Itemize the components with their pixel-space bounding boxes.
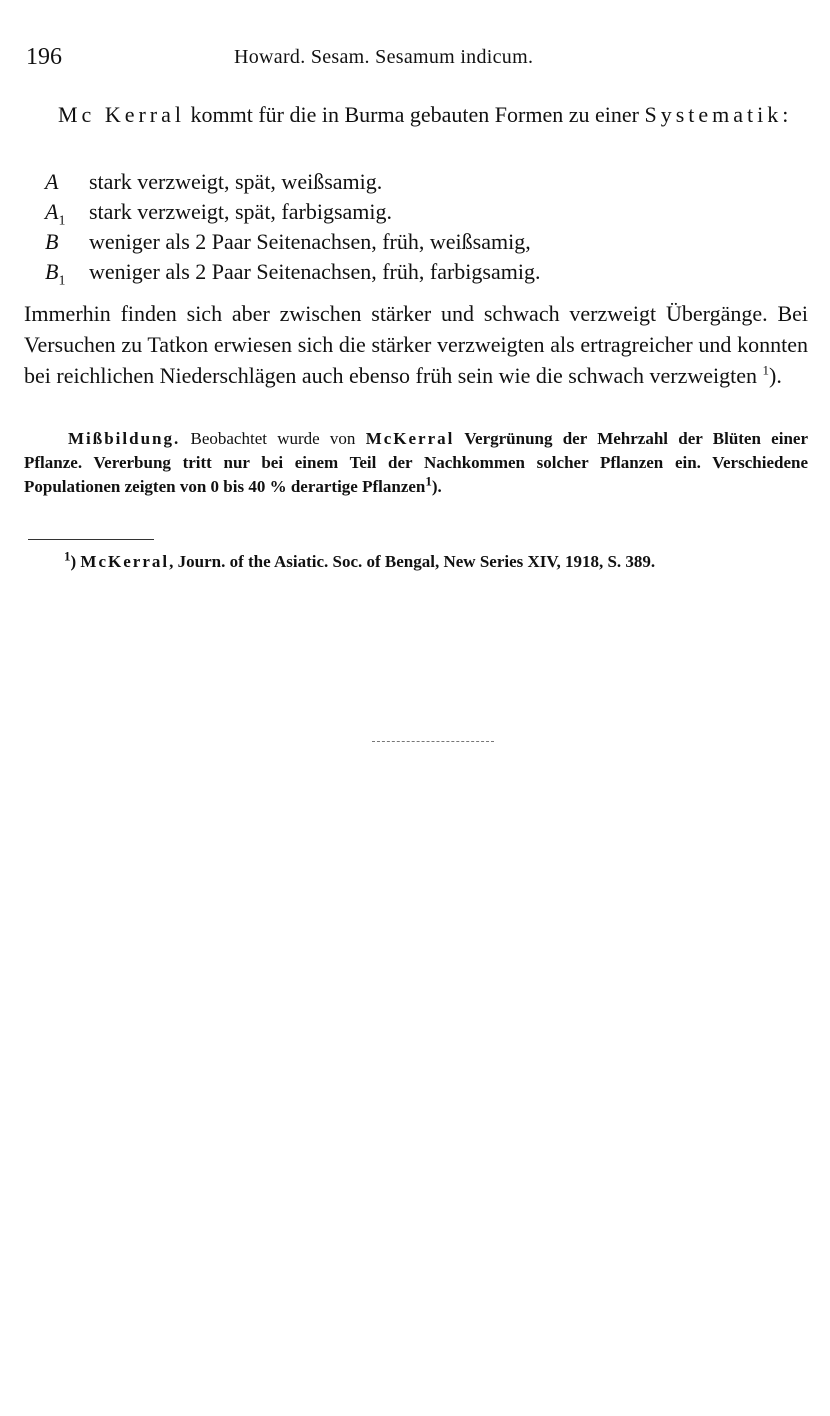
footnote-marker: 1 (64, 548, 71, 564)
section-lead: Mißbildung. (68, 429, 181, 448)
author-name: Mc Kerral (58, 102, 186, 127)
author-name: McKerral (365, 429, 455, 448)
form-description: weniger als 2 Paar Seitenachsen, früh, weißsamig, (89, 229, 531, 254)
footnote-reference: 1 (762, 362, 770, 378)
footnote-text: , Journ. of the Asiatic. Soc. of Bengal, New Series XIV, 1918, S. 389. (169, 552, 656, 571)
paragraph-missbildung: Mißbildung. Beobachtet wurde von McKerral Vergrünung der Mehrzahl der Blüten einer Pflanze. Vererbung tritt nur bei einem Teil der Nachkommen solcher Pflanzen ein. Verschiedene Populationen zeigten von 0 bis 40 % derartige Pflanzen$^1$). (24, 429, 808, 496)
page-number: 196 (26, 44, 62, 70)
intro-text-1: kommt für die in Burma gebauten Formen zu einer (185, 102, 645, 127)
systematik-list (45, 169, 805, 289)
list-item (45, 259, 805, 289)
footnote: $^1$) McKerral, Journ. of the Asiatic. Soc. of Bengal, New Series XIV, 1918, S. 389. (64, 548, 656, 571)
paragraph-text: Vergrünung der Mehrzahl der Blüten einer Pflanze. Vererbung tritt nur bei einem Teil der Nachkommen solcher Pflanzen ein. Verschiedene Populationen zeigten von 0 bis 40 % derartige Pflanzen (24, 429, 808, 496)
systematik-word: Systematik (644, 102, 783, 127)
paragraph-transitions: Immerhin finden sich aber zwischen stärker und schwach verzweigt Übergänge. Bei Versuchen zu Tatkon erwiesen sich die stärker verzweigten als ertragreicher und konnten bei reichlichen Niederschlägen auch ebenso früh sein wie die schwach verzweigten $^1$). (24, 301, 808, 388)
form-label: $B_1$ (45, 259, 66, 289)
form-description: stark verzweigt, spät, weißsamig. (89, 169, 383, 194)
section-end-rule (372, 741, 494, 742)
intro-paragraph (24, 99, 830, 130)
paragraph-text: Immerhin finden sich aber zwischen stärker und schwach verzweigt Übergänge. Bei Versuchen zu Tatkon erwiesen sich die stärker verzweigten als ertragreicher und konnten bei reichlichen Niederschlägen auch ebenso früh sein wie die schwach verzweigten (24, 301, 808, 388)
form-description: stark verzweigt, spät, farbigsamig. (89, 199, 393, 224)
form-description: weniger als 2 Paar Seitenachsen, früh, farbigsamig. (89, 259, 541, 284)
page-header (26, 44, 806, 76)
author-name: McKerral (80, 552, 170, 571)
form-label: B (45, 229, 59, 254)
list-item (45, 169, 805, 199)
form-label: $A_1$ (45, 199, 66, 229)
running-head: Howard. Sesam. Sesamum indicum. (234, 46, 534, 68)
list-item (45, 229, 805, 259)
form-label: A (45, 169, 59, 194)
intro-text-2: : (782, 102, 789, 127)
list-item (45, 199, 805, 229)
footnote-divider (28, 539, 154, 540)
footnote-reference: 1 (425, 473, 432, 489)
